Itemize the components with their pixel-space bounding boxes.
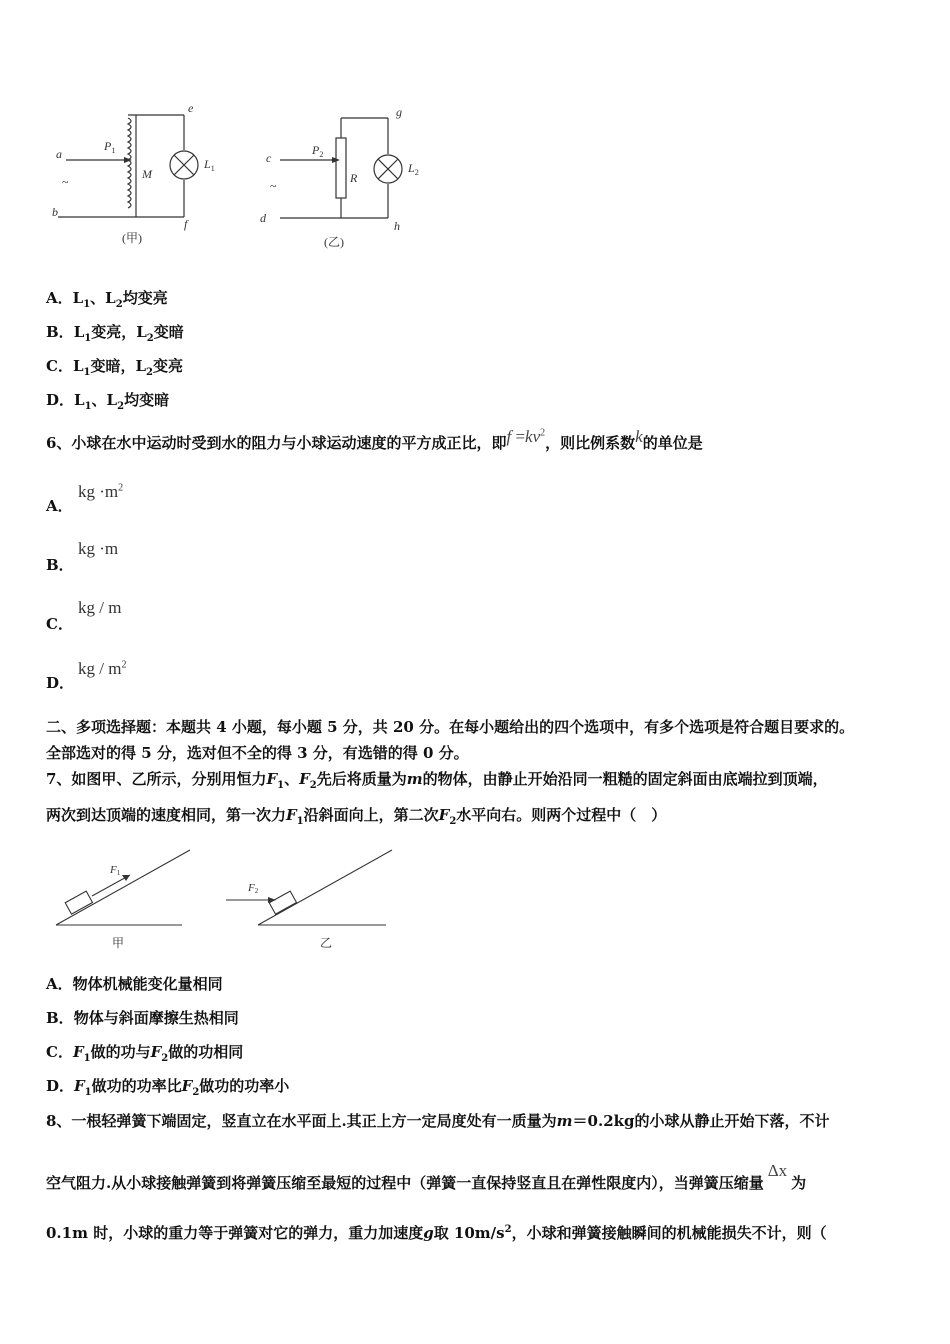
caption-q7-yi: 乙 [320,936,333,950]
q6-option-d-unit: kg / $m^2$ [78,659,127,678]
section2-line1: 二、多项选择题：本题共 4 小题，每小题 5 分，共 20 分。在每小题给出的四个选项中，有多个选项是符合题目要求的。 [46,718,855,736]
caption-jia: (甲) [122,231,142,245]
label-p2: $P_2$ [312,143,324,159]
q7-option-b: B．物体与斜面摩擦生热相同 [46,1009,239,1027]
q6-option-a-label: A． [46,497,73,515]
circuit-figures [40,100,440,255]
q5-option-b: B．$L_1$变亮，$L_2$变暗 [46,323,184,344]
label-p1: $P_1$ [104,139,116,155]
section2-line2: 全部选对的得 5 分，选对但不全的得 3 分，有选错的得 0 分。 [46,744,469,762]
label-r: R [350,171,358,185]
q6-option-b-label: B． [46,556,74,574]
label-m: M [142,167,152,181]
label-g: g [396,105,402,119]
label-e: e [188,101,194,115]
q6-stem: 6、小球在水中运动时受到水的阻力与小球运动速度的平方成正比，即$f =kv^2$，则比例系数k的单位是 [46,427,703,452]
label-f1: F1 [110,864,121,877]
label-c: c [266,151,272,165]
label-f2: F2 [248,882,259,895]
label-l1: $L_1$ [204,157,215,173]
label-h: h [394,219,400,233]
label-a: a [56,147,62,161]
q7-option-d: D．$F_1$做功的功率比$F_2$做功的功率小 [46,1077,290,1098]
label-f: f [184,217,188,231]
q5-option-d: D．$L_1$、$L_2$均变暗 [46,391,170,412]
q8-line1: 8、一根轻弹簧下端固定，竖直立在水平面上.其正上方一定局度处有一质量为m＝0.2kg的小球从静止开始下落，不计 [46,1112,830,1130]
caption-q7-jia: 甲 [112,936,125,950]
q5-option-c: C．$L_1$变暗，$L_2$变亮 [46,357,184,378]
q8-line3: 0.1m 时，小球的重力等于弹簧对它的弹力，重力加速度g取 $10m/s^2$，小球和弹簧接触瞬间的机械能损失不计，则（ [46,1224,827,1242]
label-tilde-jia: ~ [62,175,69,189]
q7-line2: 两次到达顶端的速度相同，第一次力$F_1$沿斜面向上，第二次$F_2$水平向右。则两个过程中（ ） [46,806,667,827]
q6-option-c-unit: kg / m [78,598,122,617]
label-l2: $L_2$ [408,161,419,177]
q6-option-b-unit: kg ·m [78,539,119,558]
caption-yi: (乙) [324,235,344,249]
q7-option-c: C．$F_1$做的功与$F_2$做的功相同 [46,1043,244,1064]
label-tilde-yi: ~ [270,179,277,193]
q8-line2: 空气阻力.从小球接触弹簧到将弹簧压缩至最短的过程中（弹簧一直保持竖直且在弹性限度内），当弹簧压缩量Δx为 [46,1161,807,1192]
q7-line1: 7、如图甲、乙所示，分别用恒力$F_1$、$F_2$先后将质量为m的物体，由静止开始沿同一粗糙的固定斜面由底端拉到顶端， [46,770,828,791]
q5-option-a: A．$L_1$、$L_2$均变亮 [46,289,168,310]
label-b: b [52,205,58,219]
label-d: d [260,211,266,225]
q6-option-a-unit: kg $\cdot m^2$ [78,482,124,501]
incline-figures [50,845,410,955]
q6-option-d-label: D． [46,674,75,692]
q7-option-a: A．物体机械能变化量相同 [46,975,223,993]
q6-option-c-label: C． [46,615,73,633]
